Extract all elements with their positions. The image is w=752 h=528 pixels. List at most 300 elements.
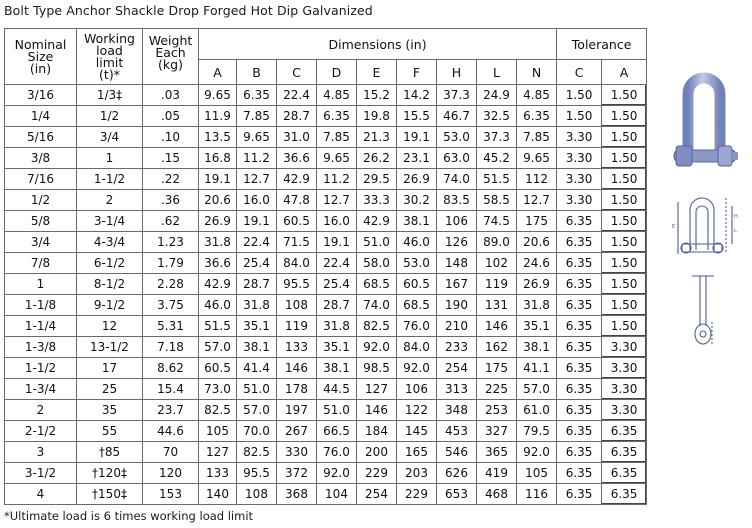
dim-cell-n: 35.1 [517, 316, 557, 337]
weight-cell: 1.79 [143, 253, 199, 274]
dim-cell-n: 12.7 [517, 190, 557, 211]
dim-cell-d: 11.2 [317, 169, 357, 190]
tol-cell-a: 3.30 [602, 358, 647, 379]
shackle-bolt-head [676, 146, 692, 166]
dim-cell-a: 127 [199, 442, 237, 463]
dim-cell-d: 6.35 [317, 106, 357, 127]
working-load-limit-header: Working load limit (t)* [77, 29, 143, 85]
dim-cell-n: 105 [517, 463, 557, 484]
table-row [5, 463, 647, 484]
svg-text:E: E [672, 224, 676, 230]
table-row [5, 379, 647, 400]
dim-cell-f: 76.0 [397, 316, 437, 337]
dim-cell-a: 19.1 [199, 169, 237, 190]
dim-cell-f: 19.1 [397, 127, 437, 148]
tol-cell-c: 1.50 [557, 85, 602, 106]
size-cell: 2-1/2 [5, 421, 77, 442]
dim-cell-c: 47.8 [277, 190, 317, 211]
dim-cell-e: 200 [357, 442, 397, 463]
shackle-pin [732, 152, 738, 160]
dim-cell-d: 22.4 [317, 253, 357, 274]
dim-cell-l: 89.0 [477, 232, 517, 253]
size-cell: 3/16 [5, 85, 77, 106]
tol-col-a: A [602, 60, 647, 85]
dim-cell-h: 46.7 [437, 106, 477, 127]
dim-cell-e: 42.9 [357, 211, 397, 232]
dim-cell-n: 175 [517, 211, 557, 232]
dim-cell-c: 330 [277, 442, 317, 463]
dim-cell-e: 229 [357, 463, 397, 484]
dim-cell-d: 28.7 [317, 295, 357, 316]
size-cell: 7/8 [5, 253, 77, 274]
dim-cell-d: 92.0 [317, 463, 357, 484]
dim-cell-a: 20.6 [199, 190, 237, 211]
dim-cell-b: 9.65 [237, 127, 277, 148]
dim-cell-e: 19.8 [357, 106, 397, 127]
wll-cell: 12 [77, 316, 143, 337]
dim-cell-d: 76.0 [317, 442, 357, 463]
shackle-side-diagram [682, 272, 724, 350]
dim-cell-f: 165 [397, 442, 437, 463]
table-row [5, 148, 647, 169]
dim-cell-c: 60.5 [277, 211, 317, 232]
dim-cell-l: 225 [477, 379, 517, 400]
dim-cell-h: 53.0 [437, 127, 477, 148]
wll-cell: 4-3/4 [77, 232, 143, 253]
dim-col-f: F [397, 60, 437, 85]
dim-cell-e: 29.5 [357, 169, 397, 190]
size-cell: 3/4 [5, 232, 77, 253]
weight-cell: 3.75 [143, 295, 199, 316]
dim-cell-b: 19.1 [237, 211, 277, 232]
dim-cell-h: 626 [437, 463, 477, 484]
dim-cell-l: 131 [477, 295, 517, 316]
dim-cell-n: 31.8 [517, 295, 557, 316]
dim-cell-h: 313 [437, 379, 477, 400]
dim-cell-e: 98.5 [357, 358, 397, 379]
dim-cell-d: 104 [317, 484, 357, 505]
wll-cell: 1 [77, 148, 143, 169]
table-row [5, 169, 647, 190]
tol-cell-a: 1.50 [602, 190, 647, 211]
tol-cell-c: 3.30 [557, 148, 602, 169]
tol-cell-a: 6.35 [602, 484, 647, 505]
tol-cell-c: 6.35 [557, 421, 602, 442]
dim-cell-n: 7.85 [517, 127, 557, 148]
weight-cell: 120 [143, 463, 199, 484]
dim-cell-h: 210 [437, 316, 477, 337]
wll-cell: 1/2 [77, 106, 143, 127]
dim-cell-h: 167 [437, 274, 477, 295]
dim-cell-b: 38.1 [237, 337, 277, 358]
dim-cell-n: 61.0 [517, 400, 557, 421]
wll-cell: 3/4 [77, 127, 143, 148]
dim-cell-a: 11.9 [199, 106, 237, 127]
table-row [5, 253, 647, 274]
dim-cell-c: 119 [277, 316, 317, 337]
dim-cell-b: 11.2 [237, 148, 277, 169]
dim-col-d: D [317, 60, 357, 85]
dim-cell-f: 229 [397, 484, 437, 505]
dim-cell-h: 254 [437, 358, 477, 379]
dim-cell-b: 31.8 [237, 295, 277, 316]
dim-cell-a: 46.0 [199, 295, 237, 316]
dim-cell-n: 116 [517, 484, 557, 505]
wll-cell: 25 [77, 379, 143, 400]
weight-cell: 7.18 [143, 337, 199, 358]
weight-cell: 15.4 [143, 379, 199, 400]
shackle-nut [718, 146, 732, 166]
dim-cell-a: 133 [199, 463, 237, 484]
tol-cell-c: 6.35 [557, 442, 602, 463]
dim-cell-f: 122 [397, 400, 437, 421]
dim-cell-d: 44.5 [317, 379, 357, 400]
weight-cell: 70 [143, 442, 199, 463]
tol-cell-a: 1.50 [602, 274, 647, 295]
size-cell: 1-3/8 [5, 337, 77, 358]
table-row [5, 127, 647, 148]
tol-cell-c: 6.35 [557, 253, 602, 274]
tol-cell-c: 6.35 [557, 274, 602, 295]
size-cell: 1-1/8 [5, 295, 77, 316]
dim-cell-d: 51.0 [317, 400, 357, 421]
tol-cell-c: 6.35 [557, 484, 602, 505]
dim-cell-b: 22.4 [237, 232, 277, 253]
dim-cell-d: 38.1 [317, 358, 357, 379]
dim-cell-l: 74.5 [477, 211, 517, 232]
table-body [5, 85, 647, 505]
dim-cell-a: 42.9 [199, 274, 237, 295]
wll-cell: 8-1/2 [77, 274, 143, 295]
header-row-top [5, 29, 647, 60]
dim-col-e: E [357, 60, 397, 85]
dim-cell-c: 22.4 [277, 85, 317, 106]
dim-cell-c: 197 [277, 400, 317, 421]
dim-cell-n: 79.5 [517, 421, 557, 442]
dim-cell-a: 16.8 [199, 148, 237, 169]
dim-cell-f: 26.9 [397, 169, 437, 190]
dim-cell-b: 35.1 [237, 316, 277, 337]
tol-cell-a: 1.50 [602, 127, 647, 148]
weight-cell: 8.62 [143, 358, 199, 379]
weight-cell: .10 [143, 127, 199, 148]
dim-cell-e: 127 [357, 379, 397, 400]
wll-cell: 55 [77, 421, 143, 442]
dim-cell-h: 546 [437, 442, 477, 463]
tol-col-c: C [557, 60, 602, 85]
wll-cell: †120‡ [77, 463, 143, 484]
dim-cell-c: 372 [277, 463, 317, 484]
tol-cell-c: 6.35 [557, 211, 602, 232]
dim-cell-e: 58.0 [357, 253, 397, 274]
tol-cell-c: 6.35 [557, 295, 602, 316]
tol-cell-a: 3.30 [602, 379, 647, 400]
dim-cell-f: 30.2 [397, 190, 437, 211]
table-row [5, 442, 647, 463]
dim-cell-b: 108 [237, 484, 277, 505]
dim-col-n: N [517, 60, 557, 85]
dim-cell-h: 148 [437, 253, 477, 274]
dim-cell-a: 140 [199, 484, 237, 505]
dim-cell-h: 126 [437, 232, 477, 253]
dim-cell-c: 178 [277, 379, 317, 400]
dim-cell-h: 74.0 [437, 169, 477, 190]
tol-cell-c: 6.35 [557, 316, 602, 337]
dim-col-c: C [277, 60, 317, 85]
dim-cell-c: 368 [277, 484, 317, 505]
size-cell: 2 [5, 400, 77, 421]
table-row [5, 274, 647, 295]
dim-cell-f: 145 [397, 421, 437, 442]
dim-cell-d: 16.0 [317, 211, 357, 232]
wll-cell: 1-1/2 [77, 169, 143, 190]
weight-cell: .03 [143, 85, 199, 106]
tol-cell-a: 1.50 [602, 85, 647, 106]
weight-cell: .15 [143, 148, 199, 169]
dim-cell-d: 4.85 [317, 85, 357, 106]
size-cell: 1-1/4 [5, 316, 77, 337]
tol-cell-c: 6.35 [557, 337, 602, 358]
dim-cell-n: 6.35 [517, 106, 557, 127]
dim-cell-a: 73.0 [199, 379, 237, 400]
dim-cell-e: 26.2 [357, 148, 397, 169]
dim-cell-b: 7.85 [237, 106, 277, 127]
size-cell: 1-3/4 [5, 379, 77, 400]
tol-cell-a: 1.50 [602, 295, 647, 316]
wll-cell: 2 [77, 190, 143, 211]
weight-cell: 1.23 [143, 232, 199, 253]
dim-cell-d: 12.7 [317, 190, 357, 211]
dim-cell-h: 453 [437, 421, 477, 442]
dim-cell-a: 51.5 [199, 316, 237, 337]
dim-cell-e: 92.0 [357, 337, 397, 358]
tol-cell-a: 1.50 [602, 253, 647, 274]
weight-cell: 153 [143, 484, 199, 505]
dim-cell-a: 9.65 [199, 85, 237, 106]
size-cell: 5/8 [5, 211, 77, 232]
dim-cell-c: 28.7 [277, 106, 317, 127]
dim-cell-f: 84.0 [397, 337, 437, 358]
size-cell: 3 [5, 442, 77, 463]
table-row [5, 295, 647, 316]
wll-cell: 13-1/2 [77, 337, 143, 358]
dim-cell-c: 84.0 [277, 253, 317, 274]
wll-cell: †85 [77, 442, 143, 463]
table-row [5, 337, 647, 358]
shackle-spec-table [4, 28, 647, 505]
tol-cell-a: 6.35 [602, 442, 647, 463]
svg-text:L: L [734, 228, 737, 234]
page-title: Bolt Type Anchor Shackle Drop Forged Hot Dip Galvanized [4, 3, 373, 18]
dim-cell-a: 60.5 [199, 358, 237, 379]
dim-cell-d: 9.65 [317, 148, 357, 169]
tol-cell-c: 3.30 [557, 169, 602, 190]
dim-cell-f: 46.0 [397, 232, 437, 253]
wll-cell: 1/3‡ [77, 85, 143, 106]
weight-cell: 44.6 [143, 421, 199, 442]
dim-cell-e: 33.3 [357, 190, 397, 211]
weight-cell: .22 [143, 169, 199, 190]
dim-cell-e: 74.0 [357, 295, 397, 316]
weight-cell: .62 [143, 211, 199, 232]
dim-cell-d: 35.1 [317, 337, 357, 358]
dim-cell-l: 102 [477, 253, 517, 274]
shackle-photo [664, 52, 744, 190]
tolerance-header: Tolerance [557, 29, 647, 60]
dim-cell-b: 25.4 [237, 253, 277, 274]
dim-cell-l: 32.5 [477, 106, 517, 127]
dim-cell-e: 254 [357, 484, 397, 505]
table-row [5, 232, 647, 253]
dim-cell-e: 82.5 [357, 316, 397, 337]
dim-cell-l: 327 [477, 421, 517, 442]
dim-cell-a: 36.6 [199, 253, 237, 274]
shackle-front-diagram [670, 188, 748, 268]
dim-cell-n: 4.85 [517, 85, 557, 106]
weight-cell: .05 [143, 106, 199, 127]
dim-cell-d: 7.85 [317, 127, 357, 148]
dim-col-l: L [477, 60, 517, 85]
dim-cell-h: 233 [437, 337, 477, 358]
dim-cell-l: 419 [477, 463, 517, 484]
dim-cell-e: 51.0 [357, 232, 397, 253]
tol-cell-a: 6.35 [602, 463, 647, 484]
dim-cell-h: 106 [437, 211, 477, 232]
dim-cell-a: 82.5 [199, 400, 237, 421]
dim-cell-n: 20.6 [517, 232, 557, 253]
dim-cell-a: 13.5 [199, 127, 237, 148]
dim-cell-d: 66.5 [317, 421, 357, 442]
dim-cell-a: 26.9 [199, 211, 237, 232]
wll-cell: 6-1/2 [77, 253, 143, 274]
dim-cell-n: 41.1 [517, 358, 557, 379]
footnote: *Ultimate load is 6 times working load limit [4, 509, 254, 523]
size-cell: 1 [5, 274, 77, 295]
dim-cell-h: 348 [437, 400, 477, 421]
dim-cell-l: 45.2 [477, 148, 517, 169]
dim-cell-b: 41.4 [237, 358, 277, 379]
dim-cell-l: 58.5 [477, 190, 517, 211]
dim-cell-h: 37.3 [437, 85, 477, 106]
dim-cell-a: 57.0 [199, 337, 237, 358]
size-cell: 3/8 [5, 148, 77, 169]
wll-cell: 9-1/2 [77, 295, 143, 316]
dim-cell-f: 106 [397, 379, 437, 400]
dim-cell-n: 24.6 [517, 253, 557, 274]
tol-cell-c: 6.35 [557, 379, 602, 400]
dim-cell-l: 51.5 [477, 169, 517, 190]
table-row [5, 190, 647, 211]
dim-cell-c: 146 [277, 358, 317, 379]
dim-col-h: H [437, 60, 477, 85]
weight-each-header: Weight Each (kg) [143, 29, 199, 85]
wll-cell: †150‡ [77, 484, 143, 505]
table-row [5, 358, 647, 379]
dim-cell-n: 112 [517, 169, 557, 190]
table-row [5, 400, 647, 421]
dim-cell-a: 105 [199, 421, 237, 442]
dim-cell-b: 28.7 [237, 274, 277, 295]
dim-cell-l: 37.3 [477, 127, 517, 148]
dim-cell-l: 253 [477, 400, 517, 421]
tol-cell-a: 1.50 [602, 169, 647, 190]
tol-cell-c: 3.30 [557, 127, 602, 148]
dim-cell-e: 68.5 [357, 274, 397, 295]
wll-cell: 35 [77, 400, 143, 421]
dim-cell-f: 23.1 [397, 148, 437, 169]
dim-cell-l: 365 [477, 442, 517, 463]
tol-cell-c: 1.50 [557, 106, 602, 127]
table-row [5, 211, 647, 232]
svg-text:H: H [734, 214, 738, 220]
size-cell: 5/16 [5, 127, 77, 148]
dim-cell-c: 267 [277, 421, 317, 442]
dim-cell-b: 51.0 [237, 379, 277, 400]
dim-cell-c: 36.6 [277, 148, 317, 169]
weight-cell: 2.28 [143, 274, 199, 295]
table-row [5, 316, 647, 337]
dim-cell-l: 162 [477, 337, 517, 358]
dim-cell-d: 31.8 [317, 316, 357, 337]
dim-cell-f: 38.1 [397, 211, 437, 232]
dim-cell-f: 15.5 [397, 106, 437, 127]
table-row [5, 85, 647, 106]
weight-cell: 23.7 [143, 400, 199, 421]
table-row [5, 421, 647, 442]
dim-cell-b: 12.7 [237, 169, 277, 190]
dim-col-b: B [237, 60, 277, 85]
dim-cell-h: 190 [437, 295, 477, 316]
dim-cell-f: 53.0 [397, 253, 437, 274]
dim-cell-n: 57.0 [517, 379, 557, 400]
dim-cell-b: 70.0 [237, 421, 277, 442]
dim-cell-f: 68.5 [397, 295, 437, 316]
dim-cell-e: 21.3 [357, 127, 397, 148]
dim-cell-n: 26.9 [517, 274, 557, 295]
dim-cell-b: 16.0 [237, 190, 277, 211]
tol-cell-c: 6.35 [557, 232, 602, 253]
dim-cell-e: 184 [357, 421, 397, 442]
tol-cell-a: 1.50 [602, 232, 647, 253]
dim-col-a: A [199, 60, 237, 85]
size-cell: 4 [5, 484, 77, 505]
dim-cell-n: 9.65 [517, 148, 557, 169]
size-cell: 1/2 [5, 190, 77, 211]
dim-cell-d: 19.1 [317, 232, 357, 253]
dim-cell-f: 60.5 [397, 274, 437, 295]
dim-cell-n: 92.0 [517, 442, 557, 463]
tol-cell-a: 3.30 [602, 400, 647, 421]
dim-cell-c: 133 [277, 337, 317, 358]
dim-cell-b: 95.5 [237, 463, 277, 484]
tol-cell-a: 1.50 [602, 148, 647, 169]
tol-cell-a: 1.50 [602, 316, 647, 337]
tol-cell-c: 3.30 [557, 190, 602, 211]
dim-cell-c: 95.5 [277, 274, 317, 295]
dim-cell-b: 6.35 [237, 85, 277, 106]
table-row [5, 484, 647, 505]
wll-cell: 3-1/4 [77, 211, 143, 232]
dim-cell-c: 108 [277, 295, 317, 316]
table-row [5, 106, 647, 127]
nominal-size-header: Nominal Size (in) [5, 29, 77, 85]
dim-cell-h: 63.0 [437, 148, 477, 169]
dim-cell-b: 57.0 [237, 400, 277, 421]
tol-cell-c: 6.35 [557, 358, 602, 379]
size-cell: 1/4 [5, 106, 77, 127]
dim-cell-d: 25.4 [317, 274, 357, 295]
dim-cell-a: 31.8 [199, 232, 237, 253]
